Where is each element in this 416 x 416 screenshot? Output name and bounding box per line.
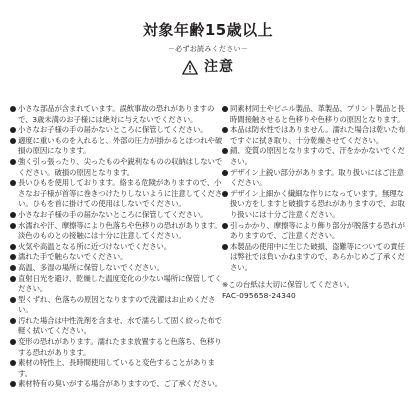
caution-item-text: 小さなお子様の手の届かないところに保管してください。 [18, 209, 208, 219]
caution-item [10, 316, 224, 337]
bullet-icon [10, 223, 16, 229]
bullet-icon [10, 127, 16, 133]
right-column [222, 104, 410, 302]
caution-item [10, 242, 224, 253]
bullet-icon [222, 191, 228, 197]
caution-item-text: 錆、変質の原因となりますので、汗をかかないでください。 [230, 146, 405, 166]
bullet-icon [10, 212, 16, 218]
caution-item [222, 242, 410, 274]
caution-item-text: 長いひもを使用しております。絡まる危険がありますので、小さなお子様が首等に巻きつけたりしないように注意してください。ひもを首に掛けての使用はしないでください。 [18, 178, 223, 209]
caution-item [10, 221, 224, 242]
caution-item-text: 本品は防水性ではありません。濡れた場合は乾いた布ですぐに拭き取り、十分乾燥させてください。 [230, 125, 406, 145]
caution-item-text: 小さな部品が含まれています。誤飲事故の恐れがありますので、3歳未満のお子様には絶対に与えないでください。 [18, 104, 215, 124]
caution-item-text: 火気や高温となる所に近づけないでください。 [18, 241, 172, 251]
caution-item [10, 104, 224, 125]
right-list [222, 104, 410, 274]
bullet-icon [10, 180, 16, 186]
caution-label: 注意 [204, 59, 234, 75]
bullet-icon [10, 138, 16, 144]
bullet-icon [10, 339, 16, 345]
caution-item [10, 210, 224, 221]
caution-item [10, 358, 224, 379]
caution-item-text: 水濡れや汗、摩擦等により色落ちや色移りの恐れがあります。淡色のものとの接触には十分に注意してください。 [18, 220, 222, 241]
caution-item [222, 168, 410, 189]
caution-item [222, 146, 410, 167]
caution-item-text: 引っかかり、摩擦等により飾り部分が脱落する恐れがありますので、ご注意ください。 [230, 220, 405, 241]
caution-item [10, 157, 224, 178]
caution-item-text: 適度に重いものを入れると、外部の圧力が掛かるとほつれや破損の原因になります。 [18, 135, 223, 156]
caution-item-text: 素材の特性上、長時間使用していると変色することがあります。 [18, 358, 215, 378]
caution-item-text: 変形の恐れがあります。濡れたまま放置すると色落ち、色移りする恐れがあります。 [18, 337, 222, 357]
bullet-icon [10, 244, 16, 250]
caution-item-text: 素材特有の臭いがする場合がありますので、ご了承ください。 [18, 379, 222, 389]
caution-item [222, 189, 410, 221]
caution-item [222, 221, 410, 242]
page-subtitle: －必ずお読みください－ [167, 45, 249, 53]
bullet-icon [10, 254, 16, 260]
caution-item [10, 295, 224, 316]
bullet-icon [10, 297, 16, 303]
caution-item-text: 高温、多湿の場所に保管しないでください。 [18, 262, 164, 272]
caution-item-text: 強く引っ張ったり、尖ったものや鋭利なものの収納はしないでください。破損の原因となります。 [18, 156, 223, 177]
product-code: FAC-095658-24340 [222, 291, 296, 301]
caution-item-text: 直射日光を避け、乾燥した温度変化の少ない場所に保管してください。 [18, 273, 222, 294]
caution-item [10, 263, 224, 274]
caution-item [10, 136, 224, 157]
bullet-icon [222, 244, 228, 250]
caution-item [10, 178, 224, 210]
caution-item [10, 337, 224, 358]
bullet-icon [10, 276, 16, 282]
bullet-icon [222, 148, 228, 154]
caution-item-text: 型くずれ、色落ちの原因となりますので洗濯はお止めください。 [18, 294, 216, 315]
bullet-icon [222, 223, 228, 229]
caution-item [222, 104, 410, 125]
caution-item-text: 汚れた場合は中性洗剤を含ませ、水で濡らして固く絞った布で軽く拭いてください。 [18, 315, 222, 336]
caution-item [10, 125, 224, 136]
caution-item-text: デザイン上鋭い部分があります。取り扱いにはご注意ください。 [230, 167, 404, 188]
caution-item-text: 本製品の使用中に生じた破損、盗難等についての責任は弊社では負いかねますので、あらかじめご了承ください。 [230, 241, 405, 272]
page-title: 対象年齢15歳以上 [142, 21, 274, 39]
caution-item-text: 小さなお子様の手の届かないところに保管してください。 [18, 125, 208, 135]
bullet-icon [10, 106, 16, 112]
bullet-icon [10, 360, 16, 366]
caution-item [10, 379, 224, 390]
caution-item-text: 濡れた手で触らないでください。 [18, 252, 128, 262]
bullet-icon [222, 127, 228, 133]
bullet-icon [222, 106, 228, 112]
caution-item [10, 274, 224, 295]
left-column [10, 104, 224, 390]
caution-item-text: デザイン上細かく繊細な作りになっています。無理な扱い方をしますと破損する恐れがありますので、お取り扱いには十分ご注意ください。 [230, 188, 405, 219]
bullet-icon [10, 265, 16, 271]
warning-icon [182, 60, 198, 75]
caution-item [10, 252, 224, 263]
caution-heading [0, 58, 416, 76]
storage-note: ※この台紙は大切に保管してください。 [222, 279, 354, 289]
bullet-icon [10, 318, 16, 324]
bullet-icon [222, 170, 228, 176]
bullet-icon [10, 381, 16, 387]
footer-notes [222, 280, 410, 302]
caution-item-text: 同素材同士やビニル製品、革製品、プリント製品と長時間接触させると色移りや色移りの原因となります。 [230, 104, 405, 124]
caution-item [222, 125, 410, 146]
bullet-icon [10, 159, 16, 165]
